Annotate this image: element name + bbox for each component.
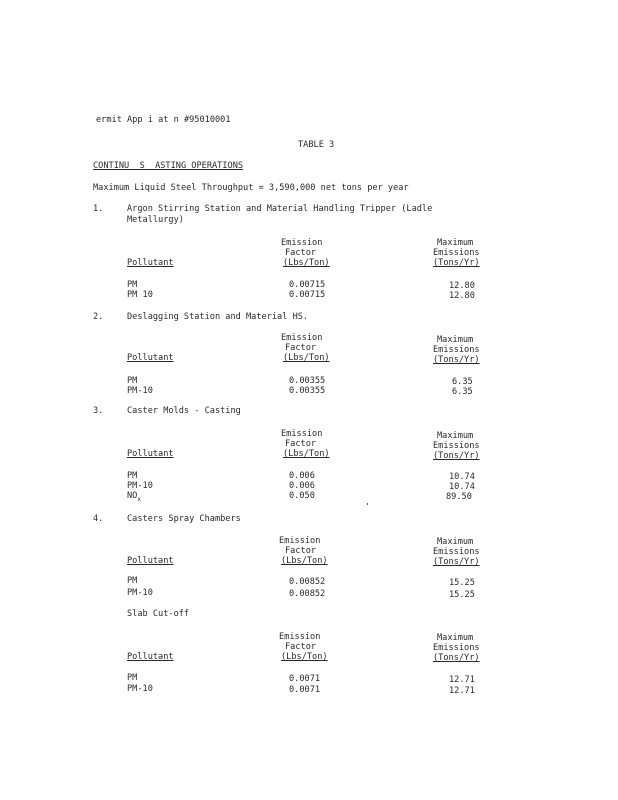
section-number: 1. bbox=[93, 204, 104, 214]
factor-header-2: Factor bbox=[285, 546, 317, 556]
emissions-header-1: Maximum bbox=[437, 633, 474, 643]
emissions-header-3: (Tons/Yr) bbox=[433, 258, 480, 268]
section-title-line-2: Metallurgy) bbox=[127, 215, 184, 225]
factor-header-2: Factor bbox=[285, 642, 317, 652]
emissions-cell: 6.35 bbox=[452, 377, 473, 387]
factor-cell: 0.0071 bbox=[289, 685, 321, 695]
emissions-cell: 12.80 bbox=[449, 291, 475, 301]
emissions-header-2: Emissions bbox=[433, 248, 480, 258]
emissions-cell: 6.35 bbox=[452, 387, 473, 397]
emissions-cell: 12.71 bbox=[449, 675, 475, 685]
pollutant-subscript: x bbox=[137, 496, 141, 503]
pollutant-cell: PM bbox=[127, 471, 138, 481]
section-title-line-1: Casters Spray Chambers bbox=[127, 514, 241, 524]
pollutant-name: NO bbox=[127, 491, 138, 501]
table-title: TABLE 3 bbox=[298, 140, 335, 150]
emissions-header-2: Emissions bbox=[433, 441, 480, 451]
factor-header-1: Emission bbox=[281, 429, 323, 439]
factor-header-2: Factor bbox=[285, 248, 317, 258]
factor-cell: 0.006 bbox=[289, 471, 315, 481]
pollutant-cell: PM-10 bbox=[127, 386, 153, 396]
pollutant-cell bbox=[127, 492, 141, 503]
pollutant-header: Pollutant bbox=[127, 449, 174, 459]
section-title-line-1: Deslagging Station and Material HS. bbox=[127, 312, 309, 322]
emissions-header-3: (Tons/Yr) bbox=[433, 557, 480, 567]
factor-header-3: (Lbs/Ton) bbox=[283, 353, 330, 363]
throughput-statement: Maximum Liquid Steel Throughput = 3,590,000 net tons per year bbox=[93, 183, 409, 193]
emissions-header-3: (Tons/Yr) bbox=[433, 653, 480, 663]
scan-speck bbox=[367, 503, 368, 505]
section-title-line-1: Slab Cut-off bbox=[127, 609, 190, 619]
emissions-header-1: Maximum bbox=[437, 431, 474, 441]
factor-cell: 0.00355 bbox=[289, 376, 326, 386]
factor-cell: 0.006 bbox=[289, 481, 315, 491]
section-number: 3. bbox=[93, 406, 104, 416]
emissions-cell: 10.74 bbox=[449, 472, 475, 482]
factor-cell: 0.0071 bbox=[289, 674, 321, 684]
emissions-cell: 15.25 bbox=[449, 590, 475, 600]
emissions-header-2: Emissions bbox=[433, 547, 480, 557]
emissions-cell: 89.50 bbox=[446, 492, 472, 502]
pollutant-cell: PM-10 bbox=[127, 481, 153, 491]
pollutant-cell: PM bbox=[127, 280, 138, 290]
factor-header-2: Factor bbox=[285, 439, 317, 449]
factor-cell: 0.00715 bbox=[289, 290, 326, 300]
pollutant-cell: PM-10 bbox=[127, 588, 153, 598]
pollutant-header: Pollutant bbox=[127, 652, 174, 662]
emissions-header-2: Emissions bbox=[433, 345, 480, 355]
factor-cell: 0.00852 bbox=[289, 577, 326, 587]
factor-header-2: Factor bbox=[285, 343, 317, 353]
emissions-cell: 15.25 bbox=[449, 578, 475, 588]
factor-header-1: Emission bbox=[279, 632, 321, 642]
emissions-header-2: Emissions bbox=[433, 643, 480, 653]
section-number: 2. bbox=[93, 312, 104, 322]
pollutant-header: Pollutant bbox=[127, 353, 174, 363]
section-title: CONTINU S ASTING OPERATIONS bbox=[93, 161, 244, 171]
section-title-line-1: Caster Molds - Casting bbox=[127, 406, 241, 416]
factor-header-1: Emission bbox=[279, 536, 321, 546]
factor-cell: 0.00355 bbox=[289, 386, 326, 396]
emissions-cell: 10.74 bbox=[449, 482, 475, 492]
section-number: 4. bbox=[93, 514, 104, 524]
section-title-line-1: Argon Stirring Station and Material Handling Tripper (Ladle bbox=[127, 204, 433, 214]
pollutant-cell: PM bbox=[127, 673, 138, 683]
emissions-header-1: Maximum bbox=[437, 537, 474, 547]
pollutant-header: Pollutant bbox=[127, 258, 174, 268]
factor-header-1: Emission bbox=[281, 238, 323, 248]
emissions-header-3: (Tons/Yr) bbox=[433, 451, 480, 461]
emissions-cell: 12.71 bbox=[449, 686, 475, 696]
factor-header-3: (Lbs/Ton) bbox=[281, 556, 328, 566]
pollutant-cell: PM bbox=[127, 576, 138, 586]
emissions-header-1: Maximum bbox=[437, 335, 474, 345]
factor-header-3: (Lbs/Ton) bbox=[283, 449, 330, 459]
page-header: ermit App i at n #95010001 bbox=[96, 115, 231, 125]
emissions-header-3: (Tons/Yr) bbox=[433, 355, 480, 365]
pollutant-cell: PM 10 bbox=[127, 290, 153, 300]
factor-header-1: Emission bbox=[281, 333, 323, 343]
pollutant-header: Pollutant bbox=[127, 556, 174, 566]
emissions-cell: 12.80 bbox=[449, 281, 475, 291]
factor-header-3: (Lbs/Ton) bbox=[283, 258, 330, 268]
factor-cell: 0.050 bbox=[289, 491, 315, 501]
pollutant-cell: PM bbox=[127, 376, 138, 386]
emissions-header-1: Maximum bbox=[437, 238, 474, 248]
factor-header-3: (Lbs/Ton) bbox=[281, 652, 328, 662]
factor-cell: 0.00852 bbox=[289, 589, 326, 599]
pollutant-cell: PM-10 bbox=[127, 684, 153, 694]
factor-cell: 0.00715 bbox=[289, 280, 326, 290]
